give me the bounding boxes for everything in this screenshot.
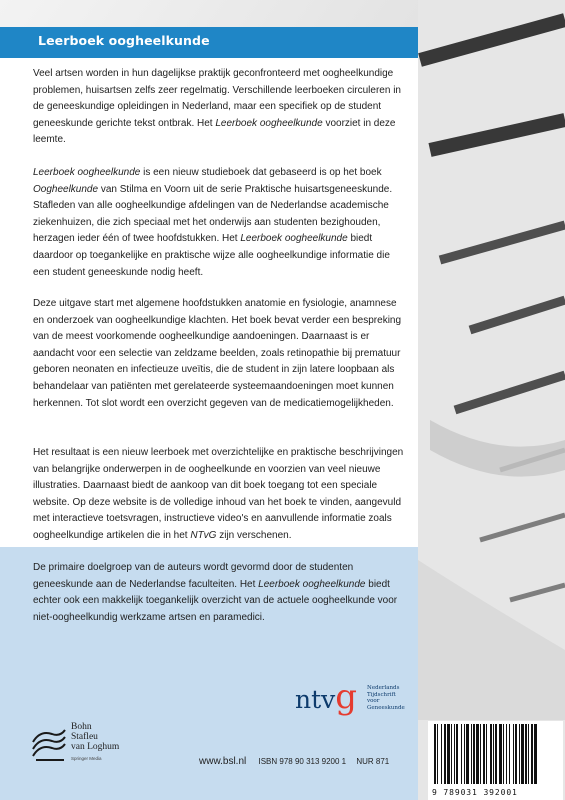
barcode-bar xyxy=(464,724,465,784)
barcode-bar xyxy=(473,724,475,784)
isbn: ISBN 978 90 313 9200 1 xyxy=(258,757,347,766)
barcode-bar xyxy=(509,724,510,784)
barcode-bar xyxy=(519,724,520,784)
barcode-bar xyxy=(437,724,438,784)
barcode-bar xyxy=(534,724,537,784)
publisher-subline: Springer Media xyxy=(71,756,102,761)
barcode-number: 9 789031 392001 xyxy=(432,788,518,797)
barcode-bar xyxy=(441,724,442,784)
barcode-bar xyxy=(515,724,517,784)
barcode-bar xyxy=(456,724,458,784)
barcode-bar xyxy=(454,724,455,784)
barcode-bar xyxy=(513,724,514,784)
barcode-bar xyxy=(471,724,472,784)
barcode-bar xyxy=(483,724,485,784)
website-link[interactable]: www.bsl.nl xyxy=(199,756,247,767)
footer-info xyxy=(199,756,389,767)
barcode-bar xyxy=(499,724,502,784)
barcode-bar xyxy=(503,724,504,784)
paragraph-intro: Veel artsen worden in hun dagelijkse praktijk geconfronteerd met oogheelkundige problemen, huisartsen zelfs zeer regelmatig. Verschillende leerboeken circuleren in de geneeskundige opleidingen in Nederland, maar een specifiek op de student geneeskunde gerichte tekst ontbrak. Het Leerboek oogheelkunde voorziet in deze leemte. xyxy=(33,68,401,146)
nur-code: NUR 871 xyxy=(356,757,390,766)
paragraph-result: Het resultaat is een nieuw leerboek met overzichtelijke en praktische beschrijvingen van belangrijke onderwerpen in de oogheelkunde en voorzien van veel nieuwe illustraties. Daarnaast biedt de aankoop van dit boek toegang tot een speciale website. Op deze website is de volledige inhoud van het boek te vinden, aangevuld met interactieve toetsvragen, instructieve video's en aanvullende informatie zoals oogheelkundige artikelen die in het NTvG zijn verschenen. xyxy=(33,447,404,541)
barcode-bar xyxy=(451,724,452,784)
barcode-bar xyxy=(434,724,436,784)
barcode-bar xyxy=(444,724,446,784)
paragraph-about-book: Leerboek oogheelkunde is een nieuw studieboek dat gebaseerd is op het boek Oogheelkunde van Stilma en Voorn uit de serie Praktische huisartsgeneeskunde. Stafleden van alle oogheelkundige afdelingen van de Nederlandse academische ziekenhuizen, die zich speciaal met het onderwijs aan studenten bezighouden, herzagen ieder één of twee hoofdstukken. Het Leerboek oogheelkunde biedt daardoor op toegankelijke en praktische wijze alle oogheelkundige informatie die een student geneeskunde nodig heeft. xyxy=(33,167,393,278)
paragraph-audience: De primaire doelgroep van de auteurs wordt gevormd door de studenten geneeskunde aan de Nederlandse faculteiten. Het Leerboek oogheelkunde biedt echter ook een makkelijk toegankelijk overzicht van de actuele oogheelkunde voor niet-oogheelkundig werkzame artsen en paramedici. xyxy=(33,562,398,623)
barcode-bar xyxy=(480,724,481,784)
title-bar xyxy=(0,27,418,58)
ntvg-tagline: Nederlands Tijdschrift voor Geneeskunde xyxy=(367,685,405,711)
barcode-bar xyxy=(447,724,450,784)
barcode-bar xyxy=(490,724,492,784)
barcode-bar xyxy=(493,724,494,784)
barcode-bar xyxy=(521,724,524,784)
book-title: Leerboek oogheelkunde xyxy=(38,33,210,48)
barcode-bar xyxy=(525,724,527,784)
barcode-bar xyxy=(466,724,469,784)
isbn-barcode xyxy=(428,721,563,800)
barcode-bar xyxy=(461,724,462,784)
paragraph-contents: Deze uitgave start met algemene hoofdstukken anatomie en fysiologie, anamnese en onderzoek van oogheelkundige klachten. Het boek bevat verder een bespreking van de meest voorkomende oogheelkundige aandoeningen. Daarnaast is er aandacht voor een selectie van zeldzame beelden, zoals retinopathie bij prematuur geboren neonaten en infectieuze uveïtis, die de student in zijn latere loopbaan als behandelaar van patiënten met gerelateerde systeemaandoeningen moet kunnen herkennen. Tot slot wordt een overzicht gegeven van de medicatiemogelijkheden. xyxy=(33,298,402,409)
barcode-bar xyxy=(506,724,507,784)
barcode-bar xyxy=(486,724,487,784)
publisher-name: Bohn Stafleu van Loghum xyxy=(71,722,120,752)
barcode-bar xyxy=(528,724,529,784)
barcode-bar xyxy=(531,724,533,784)
barcode-bar xyxy=(476,724,479,784)
ntvg-wordmark: ntvg xyxy=(295,677,358,717)
barcode-bars xyxy=(432,724,559,786)
barcode-bar xyxy=(495,724,497,784)
